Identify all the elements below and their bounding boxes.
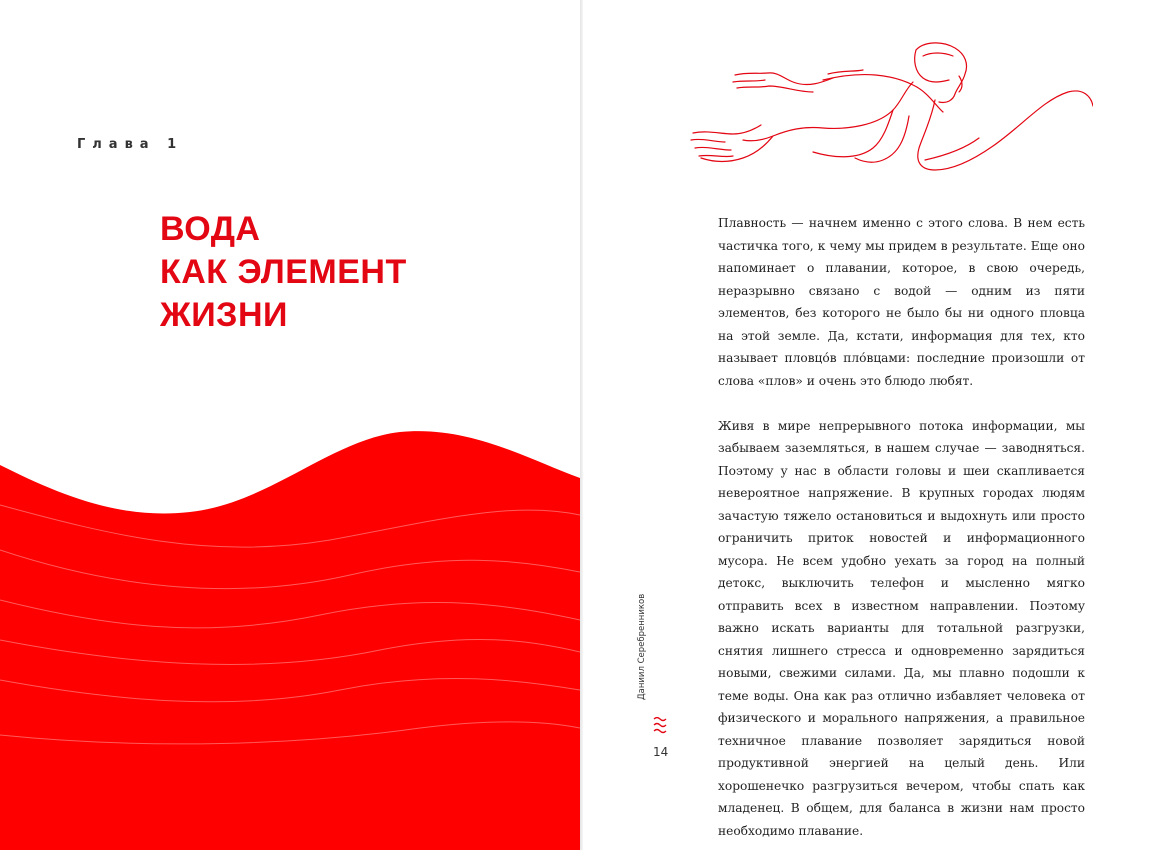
wave-ornament-icon — [653, 714, 667, 736]
swimmer-line-drawing-icon — [673, 30, 1093, 180]
chapter-title-line: КАК ЭЛЕМЕНТ — [160, 253, 407, 291]
left-page — [0, 0, 580, 850]
paragraph: Плавность — начнем именно с этого слова. В нем есть частичка того, к чему мы придем в результате. Еще оно напоминает о плавании, которое, в свою очередь, неразрывно связано с водой — одним из пяти элементов, без которого не было бы ни одного пловца на этой земле. Да, кстати, информация для тех, кто называет пловцо́в пло́вцами: последние произошли от слова «плов» и очень это блюдо любят. — [718, 216, 1085, 388]
chapter-title-line: ЖИЗНИ — [160, 296, 288, 334]
chapter-title — [160, 208, 407, 337]
paragraph: Живя в мире непрерывного потока информации, мы забываем заземляться, в нашем случае — заводняться. Поэтому у нас в области головы и шеи скапливается невероятное напряжение. В крупных городах людям зачастую тяжело остановиться и выдохнуть или просто ограничить приток новостей и информационного мусора. Не всем удобно уехать за город на полный детокс, выключить телефон и мысленно мягко отправить всех в известном направлении. Поэтому важно искать варианты для тотальной разгрузки, снятия лишнего стресса и одновременно зарядиться новыми, свежими силами. Да, мы плавно подошли к теме воды. Она как раз отлично избавляет человека от физического и морального напряжения, а правильное техничное плавание позволяет зарядиться новой продуктивной энергией на целый день. Или хорошенечко разгрузиться вечером, чтобы спать как младенец. В общем, для баланса в жизни нам просто необходимо плавание. — [718, 418, 1085, 838]
body-text — [718, 212, 1085, 865]
right-page — [583, 0, 1163, 850]
author-name: Даниил Серебренников — [637, 593, 647, 700]
page-number: 14 — [653, 745, 669, 759]
red-waves-illustration — [0, 0, 580, 850]
chapter-label: Глава 1 — [77, 137, 184, 152]
chapter-title-line: ВОДА — [160, 210, 261, 248]
